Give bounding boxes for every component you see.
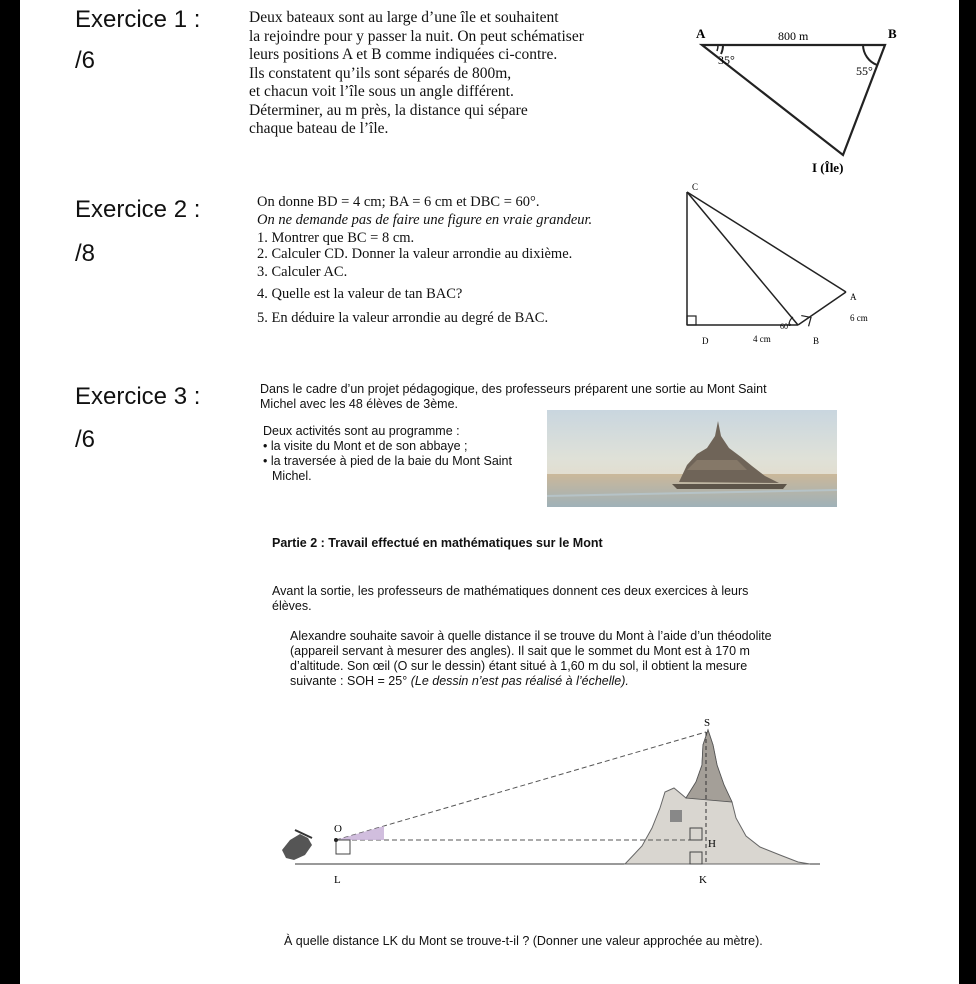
intro-line: Michel avec les 48 élèves de 3ème.	[260, 397, 459, 411]
mont-saint-michel-photo	[547, 410, 837, 507]
point-a-label: A	[850, 292, 857, 302]
exercise-1-title: Exercice 1 :	[75, 6, 201, 33]
exercise-1-text	[249, 9, 584, 139]
text-line: et chacun voit l’île sous un angle différent.	[249, 83, 514, 100]
problem-statement	[290, 629, 772, 689]
problem-line: (appareil servant à mesurer des angles). Il sait que le sommet du Mont est à 170 m	[290, 644, 750, 658]
point-s-label: S	[704, 717, 711, 729]
triangle-abcd-figure	[670, 182, 880, 352]
point-a-label: A	[696, 26, 706, 41]
part-2-intro	[272, 584, 748, 614]
given-data: On donne BD = 4 cm; BA = 6 cm et DBC = 60°.	[257, 194, 540, 210]
question-1: 1. Montrer que BC = 8 cm.	[257, 230, 415, 246]
problem-line: d’altitude. Son œil (O sur le dessin) étant situé à 1,60 m du sol, il obtient la mesure	[290, 659, 748, 673]
angle-measure: suivante : SOH = 25°	[290, 674, 408, 688]
activity-cont: Michel.	[272, 469, 312, 483]
activities-block	[263, 424, 512, 484]
activity-text: la traversée à pied de la baie du Mont Saint	[270, 454, 512, 468]
question-3: 3. Calculer AC.	[257, 264, 348, 280]
text-line: chaque bateau de l’île.	[249, 120, 389, 137]
text-line: la rejoindre pour y passer la nuit. On peut schématiser	[249, 27, 584, 45]
distance-ab-label: 800 m	[778, 29, 809, 43]
text-line: Ils constatent qu’ils sont séparés de 800m,	[249, 64, 512, 82]
point-c-label: C	[692, 182, 699, 192]
point-b-label: B	[813, 336, 820, 346]
text-line: Deux bateaux sont au large d’une île et souhaitent	[249, 9, 559, 26]
activity-text: la visite du Mont et de son abbaye ;	[270, 439, 468, 453]
text-line: Déterminer, au m près, la distance qui sépare	[249, 101, 528, 119]
figure-note: On ne demande pas de faire une figure en vraie grandeur.	[257, 212, 593, 228]
activity-item: • la traversée à pied de la baie du Mont Saint	[263, 454, 512, 468]
exercise-3-title: Exercice 3 :	[75, 383, 201, 410]
point-d-label: D	[702, 336, 709, 346]
point-h-label: H	[708, 838, 716, 850]
exercise-1-points: /6	[75, 47, 96, 74]
worksheet-page	[20, 0, 959, 984]
part-2-title: Partie 2 : Travail effectué en mathématiques sur le Mont	[272, 536, 603, 550]
question-5: 5. En déduire la valeur arrondie au degré de BAC.	[257, 310, 549, 326]
problem-line: Alexandre souhaite savoir à quelle distance il se trouve du Mont à l’aide d’un théodolite	[290, 629, 772, 643]
text-line: leurs positions A et B comme indiquées ci-contre.	[249, 46, 558, 63]
scale-note: (Le dessin n’est pas réalisé à l’échelle).	[410, 674, 629, 688]
mont-elevation-figure	[250, 710, 870, 900]
angle-a-label: 35°	[718, 53, 735, 67]
intro-line: Dans le cadre d’un projet pédagogique, des professeurs préparent une sortie au Mont Saint	[260, 382, 767, 396]
intro-line: Avant la sortie, les professeurs de mathématiques donnent ces deux exercices à leurs	[272, 584, 749, 598]
angle-60-label: 60°	[780, 322, 792, 331]
exercise-3-intro	[260, 382, 767, 412]
question-2: 2. Calculer CD. Donner la valeur arrondie au dixième.	[257, 246, 573, 262]
side-ba-label: 6 cm	[850, 313, 868, 323]
angle-b-label: 55°	[856, 64, 873, 78]
exercise-3-points: /6	[75, 426, 96, 453]
activity-item: • la visite du Mont et de son abbaye ;	[263, 439, 468, 453]
side-db-label: 4 cm	[753, 334, 771, 344]
exercise-2-points: /8	[75, 240, 96, 267]
activities-title: Deux activités sont au programme :	[263, 424, 460, 438]
question-4: 4. Quelle est la valeur de tan BAC?	[257, 286, 463, 302]
point-k-label: K	[699, 874, 707, 886]
point-o-dot	[334, 838, 338, 842]
measure-line	[290, 674, 772, 689]
exercise-2-title: Exercice 2 :	[75, 196, 201, 223]
exercise-2-text	[257, 193, 592, 329]
boats-triangle-figure	[660, 24, 900, 184]
final-question: À quelle distance LK du Mont se trouve-t-il ? (Donner une valeur approchée au mètre).	[284, 934, 763, 948]
point-o-label: O	[334, 823, 342, 835]
point-l-label: L	[334, 874, 341, 886]
point-b-label: B	[888, 26, 897, 41]
intro-line: élèves.	[272, 599, 312, 613]
point-i-label: I (Île)	[812, 160, 844, 175]
